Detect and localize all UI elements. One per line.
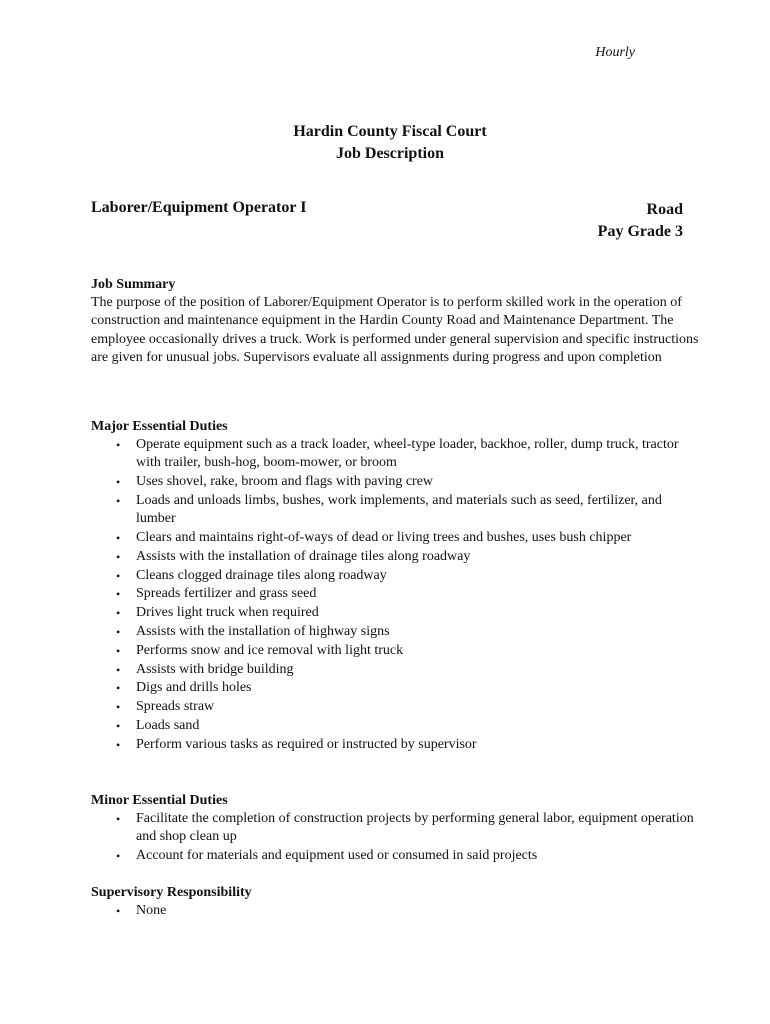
list-item bbox=[91, 902, 701, 920]
list-item-text: Spreads straw bbox=[136, 699, 215, 715]
list-item-text: Operate equipment such as a track loader, wheel-type loader, backhoe, roller, dump truck, tractor with trailer, bush-hog, boom-mower, or broom bbox=[136, 437, 679, 471]
list-item-text: Clears and maintains right-of-ways of dead or living trees and bushes, uses bush chipper bbox=[136, 530, 632, 545]
list-item bbox=[91, 529, 701, 547]
list-item-text: Perform various tasks as required or instructed by supervisor bbox=[136, 736, 477, 752]
list-item-text: Loads and unloads limbs, bushes, work implements, and materials such as seed, fertilizer, and lumber bbox=[136, 493, 662, 527]
bullet-icon: • bbox=[116, 681, 121, 696]
bullet-icon: • bbox=[116, 438, 121, 453]
list-item-text: None bbox=[136, 903, 167, 919]
list-item bbox=[91, 492, 701, 528]
bullet-icon: • bbox=[116, 531, 121, 545]
supervisory-list bbox=[91, 902, 701, 920]
list-item bbox=[91, 679, 701, 697]
list-item-text: Assists with the installation of highway signs bbox=[136, 623, 390, 639]
supervisory-heading: Supervisory Responsibility bbox=[91, 885, 252, 900]
supervisory-section bbox=[91, 884, 701, 921]
major-duties-list bbox=[91, 436, 701, 754]
bullet-icon: • bbox=[116, 700, 121, 715]
job-summary-section bbox=[91, 276, 701, 367]
bullet-icon: • bbox=[116, 737, 121, 752]
bullet-icon: • bbox=[116, 812, 121, 827]
job-summary-heading: Job Summary bbox=[91, 277, 176, 292]
bullet-icon: • bbox=[116, 662, 121, 677]
list-item-text: Assists with the installation of drainage tiles along roadway bbox=[136, 548, 471, 564]
bullet-icon: • bbox=[116, 568, 121, 583]
list-item bbox=[91, 847, 701, 865]
pay-type-label: Hourly bbox=[595, 45, 635, 60]
bullet-icon: • bbox=[116, 624, 121, 639]
major-duties-heading: Major Essential Duties bbox=[91, 419, 228, 434]
bullet-icon: • bbox=[116, 643, 121, 658]
list-item-text: Facilitate the completion of construction projects by performing general labor, equipment operation and shop clean up bbox=[136, 811, 694, 845]
bullet-icon: • bbox=[116, 549, 121, 564]
list-item bbox=[91, 642, 701, 660]
position-meta bbox=[598, 199, 683, 243]
list-item bbox=[91, 736, 701, 754]
bullet-icon: • bbox=[116, 606, 121, 621]
list-item-text: Loads sand bbox=[136, 717, 200, 733]
organization-title: Hardin County Fiscal Court bbox=[293, 123, 487, 140]
document-type-title: Job Description bbox=[336, 145, 444, 162]
bullet-icon: • bbox=[116, 904, 121, 919]
minor-duties-section bbox=[91, 792, 701, 866]
list-item bbox=[91, 810, 701, 846]
major-duties-section bbox=[91, 418, 701, 755]
list-item bbox=[91, 661, 701, 679]
bullet-icon: • bbox=[116, 475, 121, 490]
bullet-icon: • bbox=[116, 587, 121, 602]
position-title: Laborer/Equipment Operator I bbox=[91, 199, 307, 216]
list-item-text: Spreads fertilizer and grass seed bbox=[136, 586, 317, 602]
pay-grade-label: Pay Grade 3 bbox=[597, 223, 683, 240]
list-item bbox=[91, 567, 701, 585]
minor-duties-list bbox=[91, 810, 701, 865]
list-item bbox=[91, 585, 701, 603]
list-item bbox=[91, 698, 701, 716]
list-item-text: Uses shovel, rake, broom and flags with paving crew bbox=[136, 474, 434, 490]
list-item bbox=[91, 436, 701, 472]
list-item bbox=[91, 623, 701, 641]
bullet-icon: • bbox=[116, 718, 121, 733]
minor-duties-heading: Minor Essential Duties bbox=[91, 793, 228, 808]
list-item-text: Assists with bridge building bbox=[136, 661, 294, 677]
job-summary-text: The purpose of the position of Laborer/Equipment Operator is to perform skilled work in the operation of construction and maintenance equipment in the Hardin County Road and Maintenance Department. The employee occasionally drives a truck. Work is performed under general supervision and specific instructions are given for unusual jobs. Supervisors evaluate all assignments during progress and upon completion bbox=[91, 295, 699, 365]
bullet-icon: • bbox=[116, 494, 121, 508]
department-label: Road bbox=[646, 201, 683, 218]
list-item bbox=[91, 548, 701, 566]
list-item-text: Digs and drills holes bbox=[136, 680, 252, 696]
list-item-text: Cleans clogged drainage tiles along roadway bbox=[136, 567, 387, 583]
list-item bbox=[91, 604, 701, 622]
list-item bbox=[91, 717, 701, 735]
list-item bbox=[91, 473, 701, 491]
list-item-text: Account for materials and equipment used or consumed in said projects bbox=[136, 848, 538, 864]
list-item-text: Performs snow and ice removal with light truck bbox=[136, 642, 404, 658]
list-item-text: Drives light truck when required bbox=[136, 605, 319, 621]
bullet-icon: • bbox=[116, 849, 121, 864]
document-header bbox=[0, 121, 770, 165]
